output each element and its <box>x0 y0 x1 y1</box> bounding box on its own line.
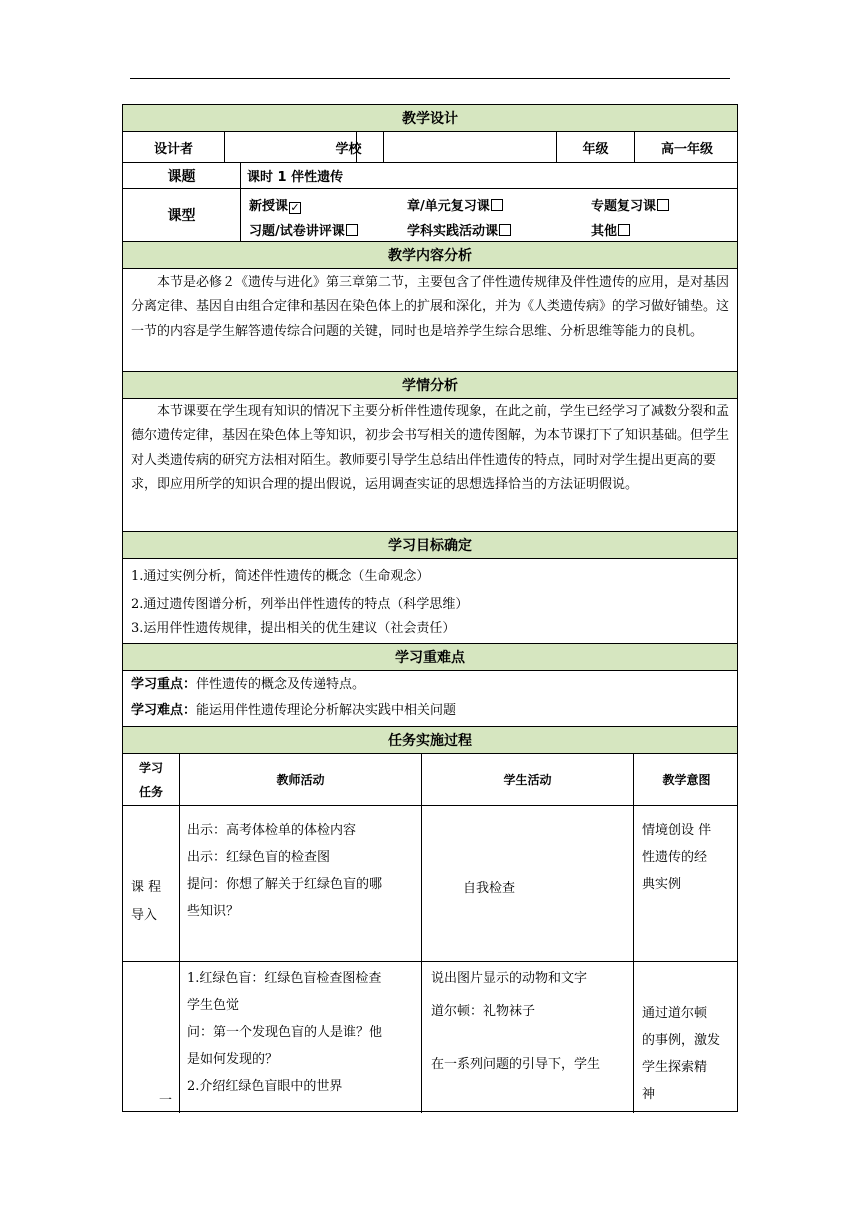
header-rule <box>130 78 730 79</box>
student-activity: 自我检查 <box>463 881 516 896</box>
topic-row <box>123 163 737 189</box>
table-title <box>123 105 737 132</box>
option-unit-review[interactable]: 章/单元复习课 <box>407 195 503 214</box>
teaching-intent: 通过道尔顿 的事例，激发 学生探索精 神 <box>642 1006 721 1102</box>
focus-line: 学习重点：伴性遗传的概念及传递特点。 <box>131 677 366 692</box>
objective-item: 2.通过遗传图谱分析，列举出伴性遗传的特点（科学思维） <box>131 597 469 612</box>
info-row <box>123 132 737 163</box>
key-points-body <box>123 671 737 727</box>
task-cell: 一 <box>159 1093 173 1108</box>
table-title-text: 教学设计 <box>402 111 458 127</box>
content-analysis-text: 本节是必修２《遗传与进化》第三章第二节，主要包含了伴性遗传规律及伴性遗传的应用，是对基因分离定律、基因自由组合定律和基因在染色体上的扩展和深化，并为《人类遗传病》的学习做好铺垫。这一节的内容是学生解答遗传综合问题的关键，同时也是培养学生综合思维、分析思维等能力的良机。 <box>131 275 730 339</box>
student-analysis-heading: 学情分析 <box>123 372 737 399</box>
process-row <box>123 962 737 1113</box>
col-task: 学习 任务 <box>123 754 180 805</box>
option-topic-review[interactable]: 专题复习课 <box>591 195 669 214</box>
grade-value: 高一年级 <box>660 141 713 157</box>
school-value <box>384 132 557 162</box>
lesson-plan-table <box>122 104 738 1112</box>
option-exercise-review[interactable]: 习题/试卷讲评课 <box>249 220 358 239</box>
checkbox-checked-icon[interactable]: ✓ <box>290 201 300 214</box>
grade-label: 年级 <box>557 132 635 162</box>
content-analysis-body <box>123 269 737 372</box>
option-practice[interactable]: 学科实践活动课 <box>407 220 511 239</box>
option-other[interactable]: 其他 <box>591 220 630 239</box>
process-row <box>123 806 737 962</box>
key-points-heading: 学习重难点 <box>123 644 737 671</box>
objective-item: 1.通过实例分析，简述伴性遗传的概念（生命观念） <box>131 569 430 584</box>
process-columns <box>123 754 737 806</box>
teacher-activity: 出示：高考体检单的体检内容 出示：红绿色盲的检查图 提问：你想了解关于红绿色盲的哪 些知识？ <box>187 823 383 919</box>
process-heading: 任务实施过程 <box>123 727 737 754</box>
student-activity: 说出图片显示的动物和文字 道尔顿：礼物袜子 在一系列问题的引导下，学生 <box>431 971 601 1072</box>
course-type-label: 课型 <box>123 189 241 241</box>
student-analysis-body <box>123 399 737 532</box>
task-cell: 课 程 导入 <box>131 880 162 923</box>
objective-item: 3.运用伴性遗传规律，提出相关的优生建议（社会责任） <box>131 621 456 636</box>
student-analysis-text: 本节课要在学生现有知识的情况下主要分析伴性遗传现象，在此之前，学生已经学习了减数分裂和孟德尔遗传定律，基因在染色体上等知识，初步会书写相关的遗传图解，为本节课打下了知识基础。但学生对人类遗传病的研究方法相对陌生。教师要引导学生总结出伴性遗传的特点，同时对学生提出更高的要求，即应用所学的知识合理的提出假说，运用调查实证的思想选择恰当的方法证明假说。 <box>131 404 730 493</box>
checkbox-icon[interactable] <box>657 199 669 211</box>
col-student: 学生活动 <box>422 754 634 805</box>
checkbox-icon[interactable] <box>346 224 358 236</box>
col-teacher: 教师活动 <box>180 754 422 805</box>
checkbox-icon[interactable] <box>499 224 511 236</box>
checkbox-icon[interactable] <box>618 224 630 236</box>
topic-value: 课时 1 伴性遗传 <box>247 170 344 185</box>
objectives-body <box>123 559 737 644</box>
teacher-activity: 1.红绿色盲：红绿色盲检查图检查 学生色觉 问：第一个发现色盲的人是谁？他 是如何发现的？ 2.介绍红绿色盲眼中的世界 <box>187 971 383 1094</box>
content-analysis-heading: 教学内容分析 <box>123 242 737 269</box>
teaching-intent: 情境创设 伴 性遗传的经 典实例 <box>642 823 712 892</box>
designer-label: 设计者 <box>123 132 225 162</box>
school-label: 学校 <box>335 141 362 157</box>
course-type-row <box>123 189 737 242</box>
option-new-lesson[interactable]: 新授课 ✓ <box>249 199 300 214</box>
topic-label: 课题 <box>123 163 241 188</box>
col-intent: 教学意图 <box>662 773 711 787</box>
checkbox-icon[interactable] <box>491 199 503 211</box>
difficulty-line: 学习难点：能运用伴性遗传理论分析解决实践中相关问题 <box>131 703 457 718</box>
objectives-heading: 学习目标确定 <box>123 532 737 559</box>
